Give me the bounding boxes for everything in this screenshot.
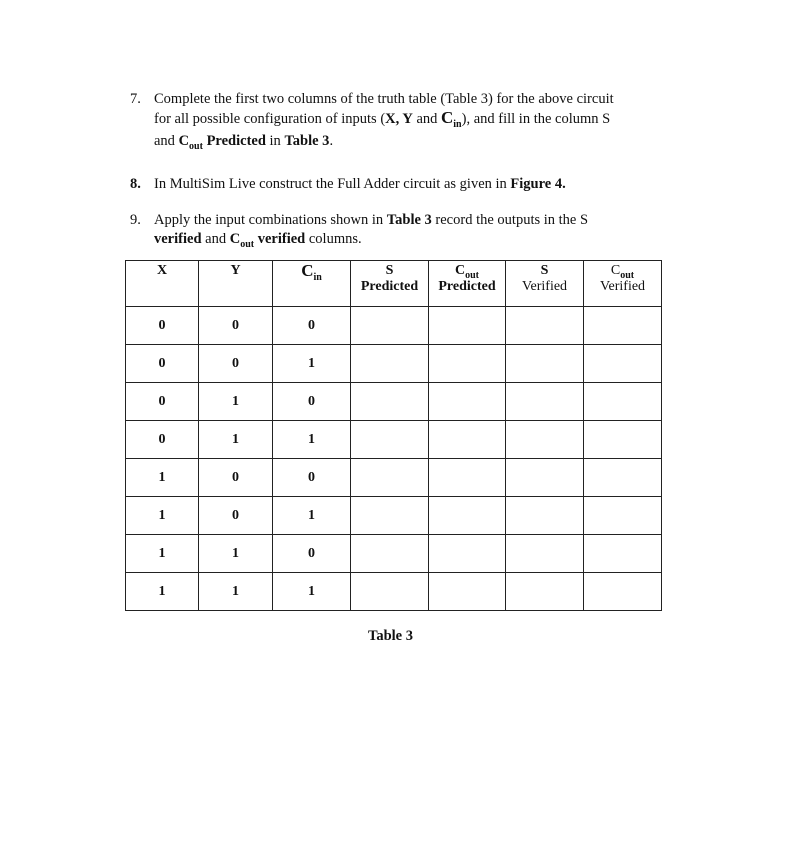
cell-x: 1 xyxy=(126,459,199,497)
cell-x: 1 xyxy=(126,497,199,535)
item-number: 7. xyxy=(130,91,141,107)
cell-s-predicted[interactable] xyxy=(351,421,429,459)
cell-s-predicted[interactable] xyxy=(351,459,429,497)
cell-cout-verified[interactable] xyxy=(584,307,662,345)
cell-cout-predicted[interactable] xyxy=(429,459,506,497)
cell-x: 0 xyxy=(126,421,199,459)
cell-s-predicted[interactable] xyxy=(351,535,429,573)
table-row xyxy=(126,345,662,383)
instruction-line: and $C_{out}$ Predicted in Table 3. xyxy=(154,133,334,152)
cell-s-verified[interactable] xyxy=(506,345,584,383)
cell-x: 1 xyxy=(126,573,199,611)
cell-y: 0 xyxy=(199,345,273,383)
cell-s-predicted[interactable] xyxy=(351,573,429,611)
header-s-verified: S Verified xyxy=(506,261,584,307)
cell-y: 0 xyxy=(199,307,273,345)
cell-y: 1 xyxy=(199,421,273,459)
table-row xyxy=(126,459,662,497)
cell-cout-predicted[interactable] xyxy=(429,497,506,535)
cell-cin: 1 xyxy=(273,421,351,459)
cell-cin: 0 xyxy=(273,459,351,497)
cell-y: 0 xyxy=(199,459,273,497)
truth-table xyxy=(125,260,662,611)
cell-s-predicted[interactable] xyxy=(351,383,429,421)
table-row xyxy=(126,535,662,573)
cell-y: 1 xyxy=(199,573,273,611)
cell-cout-predicted[interactable] xyxy=(429,345,506,383)
cell-cout-predicted[interactable] xyxy=(429,383,506,421)
cell-y: 0 xyxy=(199,497,273,535)
cell-cout-verified[interactable] xyxy=(584,459,662,497)
instruction-text: In MultiSim Live construct the Full Adder circuit as given in Figure 4. xyxy=(154,176,566,192)
cell-s-verified[interactable] xyxy=(506,535,584,573)
cell-x: 0 xyxy=(126,383,199,421)
cell-cout-verified[interactable] xyxy=(584,421,662,459)
cell-cout-predicted[interactable] xyxy=(429,535,506,573)
cell-s-verified[interactable] xyxy=(506,497,584,535)
instruction-line: Complete the first two columns of the truth table (Table 3) for the above circuit xyxy=(154,91,614,107)
header-cout-verified: $C_{out}$ Verified xyxy=(584,261,662,307)
header-x: X xyxy=(126,261,199,307)
item-number: 8. xyxy=(130,176,141,192)
cell-s-verified[interactable] xyxy=(506,307,584,345)
header-cout-predicted: $C_{out}$ Predicted xyxy=(429,261,506,307)
header-cin: $C_{in}$ xyxy=(273,261,351,307)
cell-cin: 1 xyxy=(273,345,351,383)
cell-cout-predicted[interactable] xyxy=(429,307,506,345)
cell-cout-verified[interactable] xyxy=(584,345,662,383)
instruction-line: verified and $C_{out}$ verified columns. xyxy=(154,231,362,250)
cell-s-predicted[interactable] xyxy=(351,307,429,345)
cell-cin: 0 xyxy=(273,535,351,573)
table-row xyxy=(126,421,662,459)
cell-cin: 1 xyxy=(273,573,351,611)
cell-s-verified[interactable] xyxy=(506,383,584,421)
cell-x: 1 xyxy=(126,535,199,573)
header-s-predicted: S Predicted xyxy=(351,261,429,307)
cell-cout-verified[interactable] xyxy=(584,535,662,573)
cell-cin: 0 xyxy=(273,307,351,345)
cell-cin: 1 xyxy=(273,497,351,535)
item-number: 9. xyxy=(130,212,141,228)
cell-cin: 0 xyxy=(273,383,351,421)
instruction-line: Apply the input combinations shown in Table 3 record the outputs in the S xyxy=(154,212,589,228)
table-row xyxy=(126,497,662,535)
table-row xyxy=(126,383,662,421)
header-y: Y xyxy=(199,261,273,307)
cell-cout-verified[interactable] xyxy=(584,383,662,421)
cell-y: 1 xyxy=(199,383,273,421)
table-row xyxy=(126,307,662,345)
table-caption: Table 3 xyxy=(368,628,413,644)
cell-y: 1 xyxy=(199,535,273,573)
instruction-line: for all possible configuration of inputs (X, Y and $C_{in}$), and fill in the column S xyxy=(154,108,611,130)
cell-x: 0 xyxy=(126,345,199,383)
cell-cout-verified[interactable] xyxy=(584,497,662,535)
table-header-row xyxy=(126,261,662,307)
table-row xyxy=(126,573,662,611)
cell-cout-predicted[interactable] xyxy=(429,421,506,459)
cell-s-verified[interactable] xyxy=(506,573,584,611)
cell-cout-verified[interactable] xyxy=(584,573,662,611)
cell-x: 0 xyxy=(126,307,199,345)
cell-s-predicted[interactable] xyxy=(351,497,429,535)
cell-s-verified[interactable] xyxy=(506,421,584,459)
cell-s-predicted[interactable] xyxy=(351,345,429,383)
cell-s-verified[interactable] xyxy=(506,459,584,497)
cell-cout-predicted[interactable] xyxy=(429,573,506,611)
